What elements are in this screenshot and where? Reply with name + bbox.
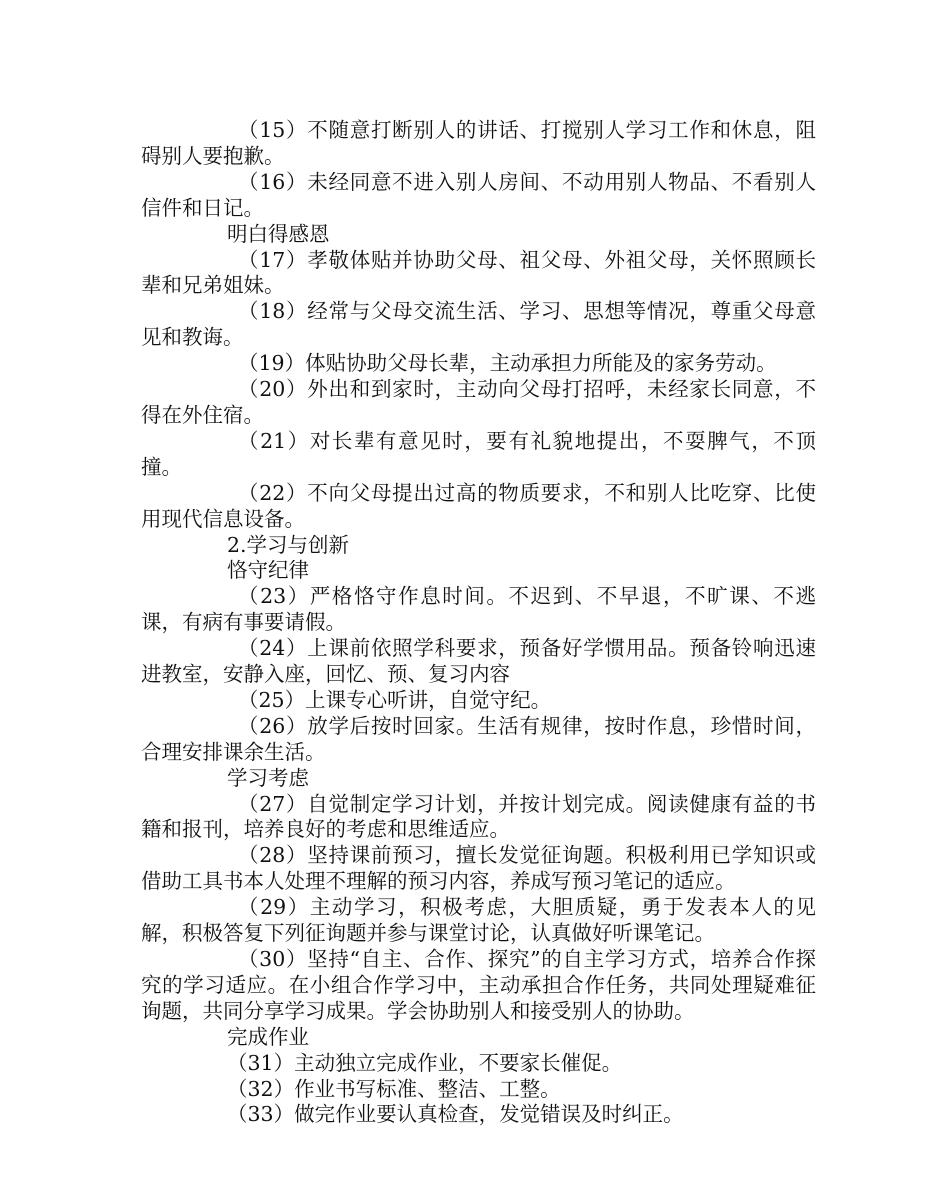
rule-15: （15）不随意打断别人的讲话、打搅别人学习工作和休息，阻碍别人要抱歉。 — [141, 118, 816, 168]
section-heading-thinking: 学习考虑 — [227, 765, 309, 790]
rule-29: （29）主动学习，积极考虑，大胆质疑，勇于发表本人的见解，积极答复下列征询题并参与课堂讨论，认真做好听课笔记。 — [141, 895, 816, 946]
rule-30: （30）坚持“自主、合作、探究”的自主学习方式，培养合作探究的学习适应。在小组合作学习中，主动承担合作任务，共同处理疑难征询题，共同分享学习成果。学会协助别人和接受别人的协助。 — [141, 947, 816, 1023]
rule-19: （19）体贴协助父母长辈，主动承担力所能及的家务劳动。 — [238, 351, 777, 376]
section-heading-homework: 完成作业 — [227, 1024, 309, 1049]
rule-20: （20）外出和到家时，主动向父母打招呼，未经家长同意，不得在外住宿。 — [141, 377, 816, 427]
rule-33: （33）做完作业要认真检查，发觉错误及时纠正。 — [227, 1102, 684, 1127]
rule-26: （26）放学后按时回家。生活有规律，按时作息，珍惜时间，合理安排课余生活。 — [141, 713, 816, 764]
rule-25: （25）上课专心听讲，自觉守纪。 — [238, 687, 552, 712]
rule-24: （24）上课前依照学科要求，预备好学惯用品。预备铃响迅速进教室，安静入座，回忆、预、复习内容 — [141, 636, 816, 687]
rule-31: （31）主动独立完成作业，不要家长催促。 — [227, 1050, 623, 1075]
rule-16: （16）未经同意不进入别人房间、不动用别人物品、不看别人信件和日记。 — [141, 169, 816, 220]
section-heading-learning-innovation: 2.学习与创新 — [227, 532, 350, 557]
rule-27: （27）自觉制定学习计划，并按计划完成。阅读健康有益的书籍和报刊，培养良好的考虑和思维适应。 — [141, 791, 816, 842]
section-heading-gratitude: 明白得感恩 — [227, 221, 330, 246]
rule-23: （23）严格恪守作息时间。不迟到、不早退，不旷课、不逃课，有病有事要请假。 — [141, 584, 816, 635]
rule-32: （32）作业书写标准、整洁、工整。 — [227, 1076, 561, 1101]
section-heading-discipline: 恪守纪律 — [227, 558, 309, 583]
rule-28: （28）坚持课前预习，擅长发觉征询题。积极利用已学知识或借助工具书本人处理不理解的预习内容，养成写预习笔记的适应。 — [141, 843, 816, 894]
rule-18: （18）经常与父母交流生活、学习、思想等情况，尊重父母意见和教诲。 — [141, 299, 816, 350]
rule-17: （17）孝敬体贴并协助父母、祖父母、外祖父母，关怀照顾长辈和兄弟姐妹。 — [141, 247, 816, 298]
document-body — [141, 118, 816, 1128]
rule-22: （22）不向父母提出过高的物质要求，不和别人比吃穿、比使用现代信息设备。 — [141, 480, 816, 531]
rule-21: （21）对长辈有意见时，要有礼貌地提出，不耍脾气，不顶撞。 — [141, 428, 816, 479]
